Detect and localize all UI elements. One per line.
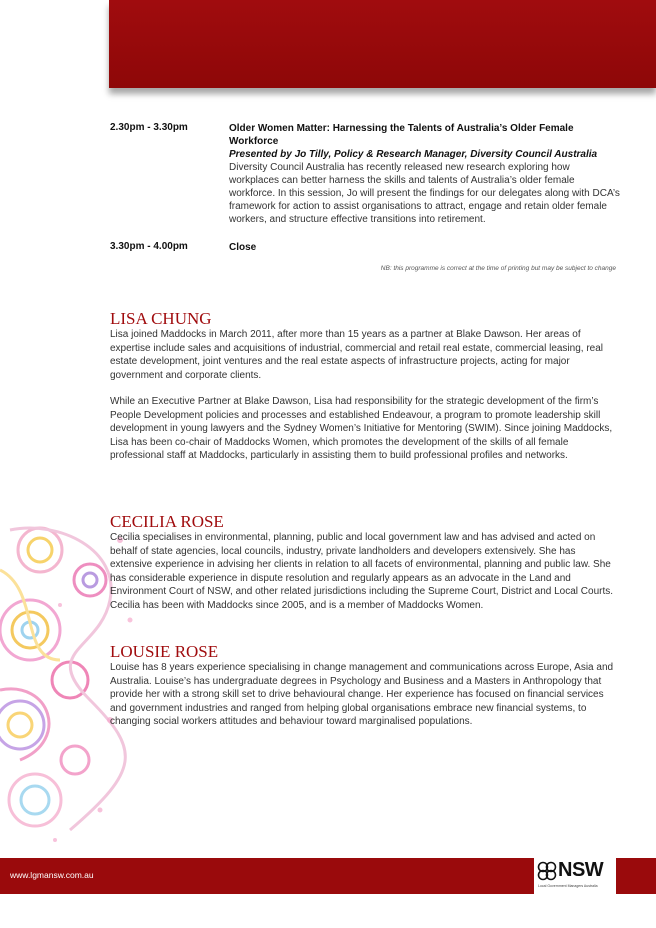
bio-name: LISA CHUNG bbox=[110, 309, 212, 328]
logo-subtext: Local Government Managers Australia bbox=[538, 884, 598, 888]
logo-text: NSW bbox=[558, 859, 604, 881]
session-time: 2.30pm - 3.30pm bbox=[110, 122, 188, 133]
programme-schedule bbox=[110, 122, 620, 254]
bio-paragraph: Lisa joined Maddocks in March 2011, after more than 15 years as a partner at Blake Dawson. Her areas of expertise include sales and acquisitions of industrial, commercial and retail real estate, commercial leasing, real estate development, joint ventures and the real estate aspects of infrastructure projects, acting for major government and corporate clients. bbox=[110, 329, 604, 381]
session-title: Older Women Matter: Harnessing the Talents of Australia’s Older Female Workforce bbox=[229, 123, 574, 147]
bio-paragraph: Cecilia specialises in environmental, planning, public and local government law and has advised and acted on behalf of state agencies, local councils, industry, private landholders and developers extensively. She has extensive experience in advising her clients in relation to all facets of environmental, planning and public law. She has considerable experience in dispute resolution and regularly appears as an advocate in the Land and Environment Court of NSW, and other related jurisdictions including the Supreme Court, District and Local Courts. Cecilia has been with Maddocks since 2005, and is a member of Maddocks Women. bbox=[110, 532, 614, 611]
schedule-row bbox=[110, 122, 620, 226]
session-body: Diversity Council Australia has recently released new research exploring how workplaces can better harness the skills and talents of Australia’s older female workforce. In this session, Jo will present the findings for our delegates along with DCA’s framework for action to assist organisations to attract, engage and retain older female workers, and structure effective transitions into retirement. bbox=[229, 162, 620, 225]
session-description bbox=[229, 241, 620, 254]
programme-note: NB: this programme is correct at the time of printing but may be subject to change bbox=[380, 265, 616, 272]
bio-paragraph: Louise has 8 years experience specialising in change management and communications across Europe, Asia and Australia. Louise’s has undergraduate degrees in Psychology and Business and a Masters in Anthropology that provide her with a strong skill set to drive behavioural change. Her experience has focused on financial services and government industries and ranged from helping global organisations embrace new financial systems, to changing social workers attitudes and behaviour toward marginalised populations. bbox=[110, 662, 614, 727]
session-time: 3.30pm - 4.00pm bbox=[110, 241, 188, 252]
bio-name: LOUSIE ROSE bbox=[110, 642, 219, 661]
lgma-nsw-logo-icon bbox=[537, 861, 557, 881]
header-band bbox=[109, 0, 656, 88]
bio-lousie-rose bbox=[110, 643, 620, 729]
session-title: Close bbox=[229, 242, 257, 253]
session-description bbox=[229, 122, 620, 226]
bio-name: CECILIA ROSE bbox=[110, 512, 224, 531]
bio-paragraph: While an Executive Partner at Blake Dawson, Lisa had responsibility for the strategic development of the firm’s People Development policies and processes and established Endeavour, a program to promote leadership skill development in young lawyers and the Sydney Women’s Initiative for Mentoring (SWIM). Since joining Maddocks, Lisa has been co-chair of Maddocks Women, which promotes the development of the skills of all female professional staff at Maddocks, particularly in assisting them to build professional profiles and networks. bbox=[110, 396, 613, 461]
schedule-row bbox=[110, 241, 620, 254]
lgma-nsw-logo bbox=[534, 858, 616, 894]
session-presenter: Presented by Jo Tilly, Policy & Research Manager, Diversity Council Australia bbox=[229, 149, 598, 160]
bio-cecilia-rose bbox=[110, 513, 620, 612]
bio-lisa-chung bbox=[110, 310, 620, 463]
footer-website-link[interactable]: www.lgmansw.com.au bbox=[10, 870, 94, 880]
